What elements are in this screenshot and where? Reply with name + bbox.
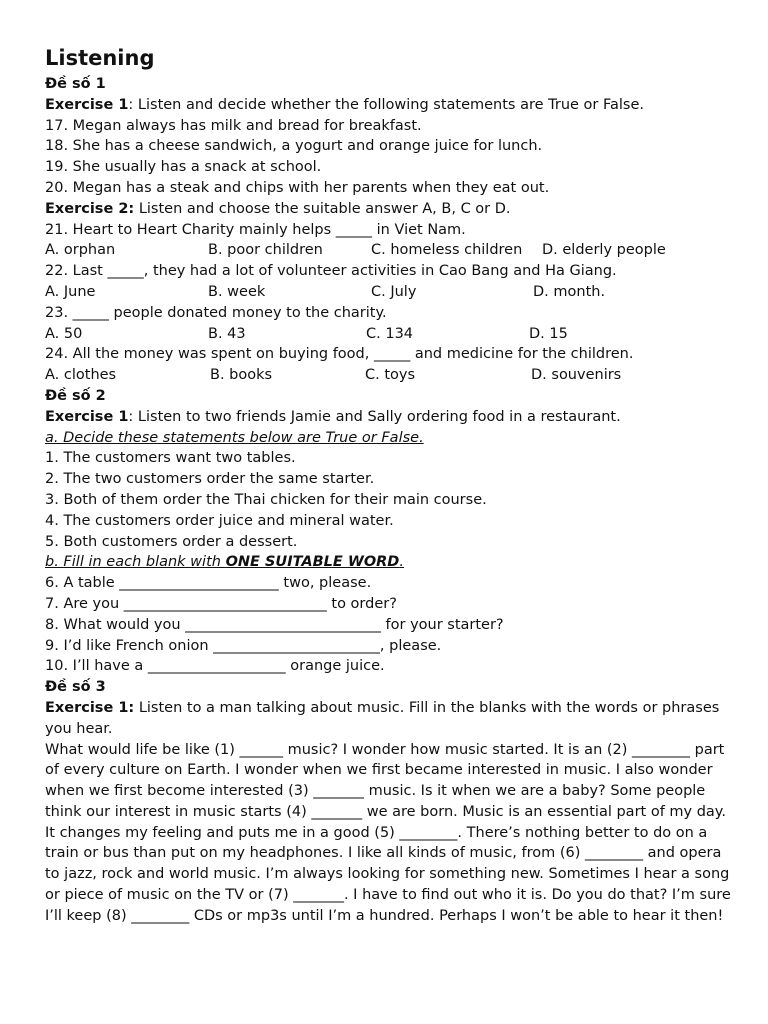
question-5: 5. Both customers order a dessert. (45, 533, 298, 550)
section-heading-1: Đề số 1 (45, 76, 106, 92)
answer-options-23 (45, 324, 735, 345)
answer-options-22 (45, 282, 735, 303)
option-d: D. month. (533, 283, 606, 300)
section-heading-2: Đề số 2 (45, 387, 106, 404)
option-d: D. souvenirs (531, 367, 622, 384)
part-b-instruction: b. Fill in each blank with ONE SUITABLE WORD. (45, 554, 404, 571)
part-a-instruction: a. Decide these statements below are True or False. (45, 429, 424, 446)
question-24: 24. All the money was spent on buying food, _____ and medicine for the children. (45, 346, 634, 363)
question-3: 3. Both of them order the Thai chicken for their main course. (45, 491, 487, 508)
document-page (45, 44, 735, 927)
exercise-label: Exercise 1 (45, 96, 129, 113)
question-7: 7. Are you ____________________________ to order? (45, 595, 397, 612)
exercise-instruction: Exercise 1: Listen and decide whether the following statements are True or False. (45, 96, 645, 113)
question-18: 18. She has a cheese sandwich, a yogurt and orange juice for lunch. (45, 138, 543, 155)
question-21: 21. Heart to Heart Charity mainly helps _____ in Viet Nam. (45, 221, 466, 238)
option-b: B. books (210, 367, 273, 384)
section-heading-3: Đề số 3 (45, 679, 106, 696)
exercise-instruction: Exercise 1: Listen to two friends Jamie and Sally ordering food in a restaurant. (45, 408, 621, 425)
question-19: 19. She usually has a snack at school. (45, 159, 322, 176)
exercise-label: Exercise 1 (45, 408, 129, 425)
question-2: 2. The two customers order the same starter. (45, 471, 375, 488)
option-a: A. clothes (45, 367, 117, 384)
option-b: B. 43 (208, 325, 246, 342)
option-a: A. June (45, 283, 96, 300)
option-a: A. orphan (45, 242, 116, 259)
option-b: B. poor children (208, 242, 323, 259)
question-9: 9. I’d like French onion _______________________, please. (45, 637, 442, 654)
question-22: 22. Last _____, they had a lot of volunteer activities in Cao Bang and Ha Giang. (45, 263, 617, 280)
question-23: 23. _____ people donated money to the charity. (45, 304, 387, 321)
exercise-instruction: Exercise 2: Listen and choose the suitable answer A, B, C or D. (45, 200, 511, 217)
option-c: C. July (371, 283, 417, 300)
option-c: C. homeless children (371, 242, 523, 259)
option-d: D. 15 (529, 325, 568, 342)
exercise-label: Exercise 1: (45, 699, 135, 716)
option-a: A. 50 (45, 325, 83, 342)
question-17: 17. Megan always has milk and bread for breakfast. (45, 117, 422, 134)
exercise-instruction: Exercise 1: Listen to a man talking about music. Fill in the blanks with the words or phrases you hear. (45, 699, 720, 737)
question-4: 4. The customers order juice and mineral water. (45, 512, 394, 529)
answer-options-24 (45, 365, 735, 386)
question-20: 20. Megan has a steak and chips with her parents when they eat out. (45, 179, 550, 196)
option-b: B. week (208, 283, 266, 300)
answer-options-21 (45, 240, 735, 261)
option-d: D. elderly people (542, 242, 666, 259)
option-c: C. 134 (366, 325, 414, 342)
option-c: C. toys (365, 367, 416, 384)
listening-passage: What would life be like (1) ______ music? I wonder how music started. It is an (2) ________ part of every culture on Earth. I wonder when we first became interested in music. I also wonder when we first become interested (3) _______ music. Is it when we are a baby? Some people think our interest in music starts (4) _______ we are born. Music is an essential part of my day. It changes my feeling and puts me in a good (5) ________. There’s nothing better to do on a train or bus than put on my headphones. I like all kinds of music, from (6) ________ and opera to jazz, rock and world music. I’m always looking for something new. Sometimes I hear a song or piece of music on the TV or (7) _______. I have to find out who it is. Do you do that? I’m sure I’ll keep (8) ________ CDs or mp3s until I’m a hundred. Perhaps I won’t be able to hear it then! (45, 741, 731, 924)
page-title: Listening (45, 46, 155, 70)
question-10: 10. I’ll have a ___________________ orange juice. (45, 658, 385, 675)
question-6: 6. A table ______________________ two, please. (45, 575, 372, 592)
question-8: 8. What would you ___________________________ for your starter? (45, 616, 504, 633)
exercise-label: Exercise 2: (45, 200, 135, 217)
question-1: 1. The customers want two tables. (45, 450, 296, 467)
